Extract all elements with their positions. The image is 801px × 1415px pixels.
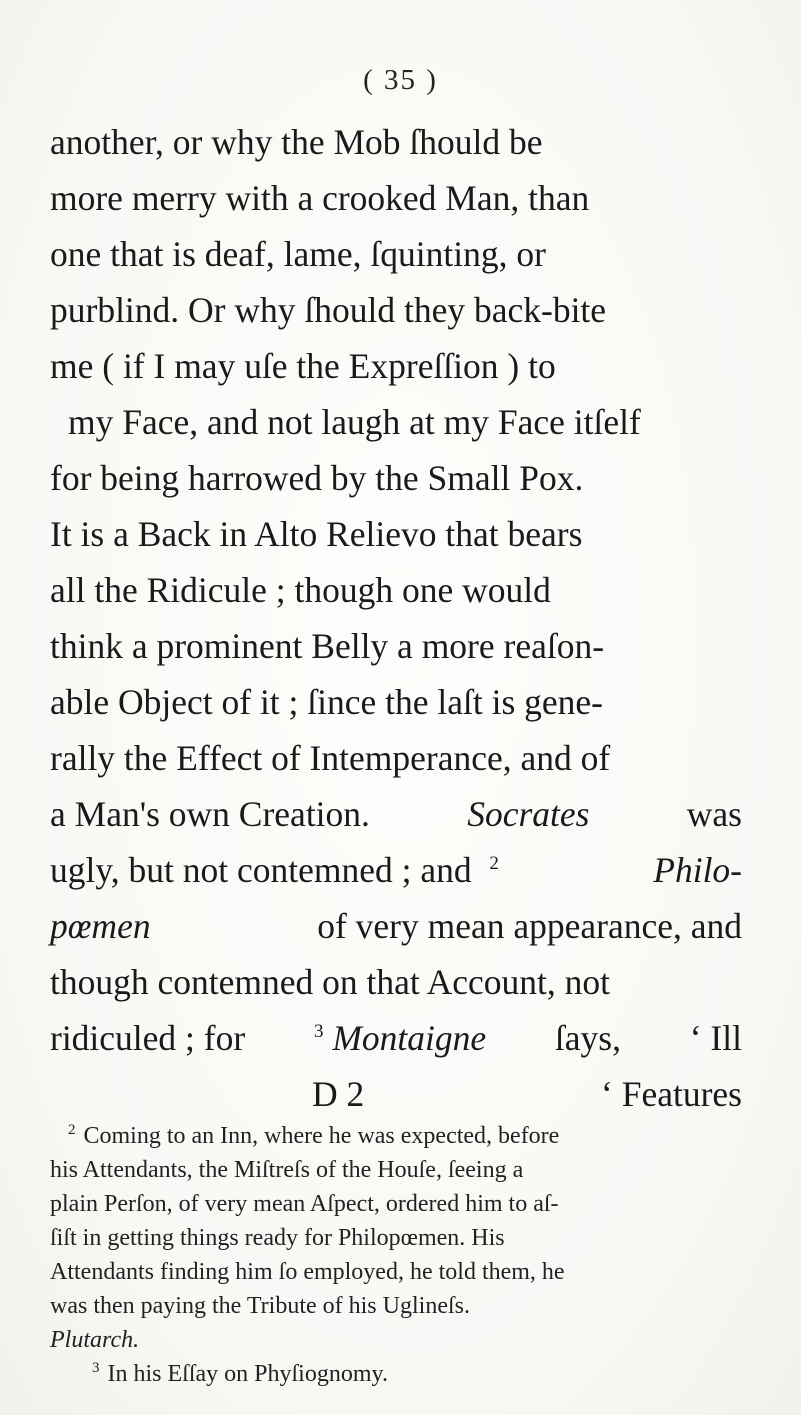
text-line: more merry with a crooked Man, than xyxy=(50,178,590,218)
text-line: for being harrowed by the Small Pox. xyxy=(50,458,584,498)
footnote-mark-2: 2 xyxy=(68,1122,76,1138)
text-line: purblind. Or why ſhould they back-bite xyxy=(50,290,607,330)
footnote-mark-3: 3 xyxy=(92,1360,100,1376)
footnote-line: $^2$ Coming to an Inn, where he was expected, before xyxy=(68,1122,560,1149)
footnote-source: Plutarch. xyxy=(50,1327,140,1353)
footnotes xyxy=(50,1119,742,1391)
italic-name-socrates: Socrates xyxy=(467,794,590,834)
text-line: another, or why the Mob ſhould be xyxy=(50,122,543,162)
text-line: a Man's own Creation. Socrates was xyxy=(50,786,742,842)
text-line: ugly, but not contemned ; and $^2$ Philo- xyxy=(50,842,742,898)
italic-name-philopoemen: Philo- xyxy=(653,850,742,890)
page-number: ( 35 ) xyxy=(363,64,438,96)
text-line: ridiculed ; for $^3$ Montaigne ſays, ‘ Ill xyxy=(50,1018,742,1058)
signature-mark: D 2 xyxy=(312,1074,365,1114)
text-line: my Face, and not laugh at my Face itſelf xyxy=(68,402,641,442)
text-line: able Object of it ; ſince the laſt is gene- xyxy=(50,682,604,722)
footnote-line: his Attendants, the Miſtreſs of the Houſe, ſeeing a xyxy=(50,1157,524,1183)
text-line: pœmen of very mean appearance, and xyxy=(50,906,742,946)
main-text xyxy=(50,114,742,1122)
footnote-line: Attendants finding him ſo employed, he told them, he xyxy=(50,1259,565,1285)
footnote-ref-2: 2 xyxy=(489,853,499,875)
text-line: think a prominent Belly a more reaſon- xyxy=(50,626,605,666)
footnote-line: was then paying the Tribute of his Uglineſs. xyxy=(50,1293,470,1319)
italic-name-montaigne: Montaigne xyxy=(332,1018,487,1058)
page-foot-line xyxy=(50,1066,742,1122)
text-line: all the Ridicule ; though one would xyxy=(50,570,551,610)
text-line: rally the Effect of Intemperance, and of xyxy=(50,738,611,778)
footnote-line: plain Perſon, of very mean Aſpect, ordered him to aſ- xyxy=(50,1191,559,1217)
footnote-ref-3: 3 xyxy=(313,1021,324,1043)
text-line: though contemned on that Account, not xyxy=(50,962,611,1002)
footnote-line: ſiſt in getting things ready for Philopœmen. His xyxy=(50,1225,505,1251)
text-line: me ( if I may uſe the Expreſſion ) to xyxy=(50,346,556,386)
text-line: It is a Back in Alto Relievo that bears xyxy=(50,514,583,554)
catchword: ‘ Features xyxy=(601,1074,742,1114)
text-line: one that is deaf, lame, ſquinting, or xyxy=(50,234,546,274)
footnote-line: $^3$ In his Eſſay on Phyſiognomy. xyxy=(92,1360,388,1387)
